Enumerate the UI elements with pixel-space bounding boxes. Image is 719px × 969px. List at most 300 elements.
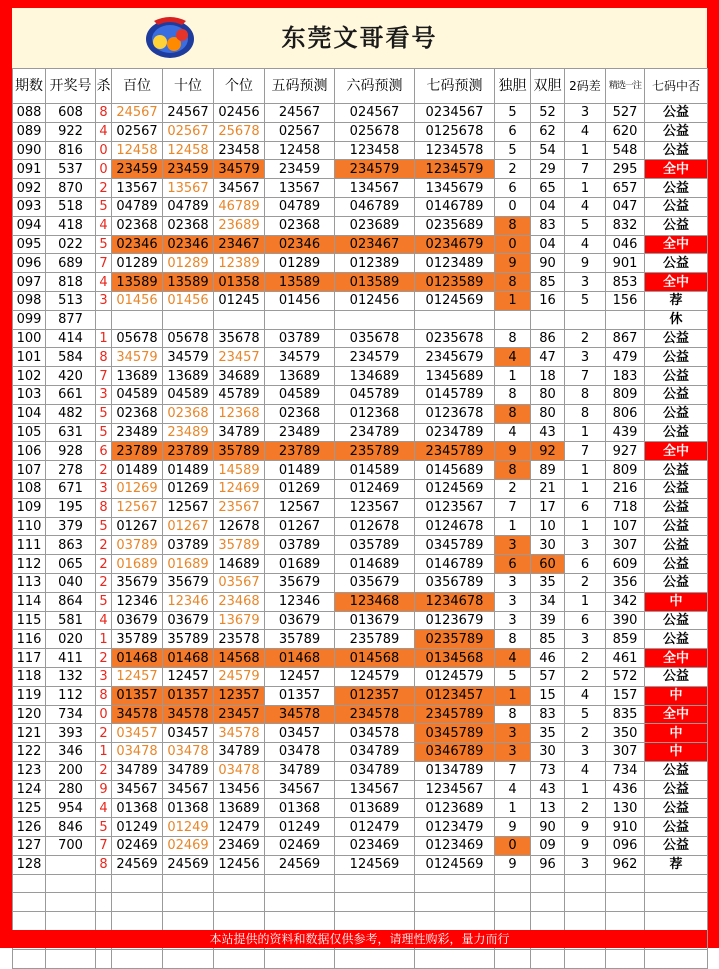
table-row: [13, 761, 708, 780]
cell-empty: [335, 949, 415, 968]
cell-col-7code: 0124569: [415, 479, 495, 498]
cell-col-issue: 122: [13, 743, 46, 762]
cell-col-units: 02456: [214, 104, 265, 123]
cell-col-6code: 234578: [335, 705, 415, 724]
cell-empty: [415, 912, 495, 931]
header-col-7code: 七码预测: [415, 69, 495, 104]
cell-col-7hit: 公益: [645, 348, 708, 367]
cell-col-issue: 106: [13, 442, 46, 461]
cell-col-5code: 12458: [265, 141, 335, 160]
cell-empty: [565, 912, 606, 931]
cell-col-issue: 104: [13, 404, 46, 423]
cell-col-5code: 12346: [265, 592, 335, 611]
cell-col-hundreds: 13689: [112, 367, 163, 386]
cell-col-hundreds: 12567: [112, 498, 163, 517]
cell-empty: [13, 874, 46, 893]
cell-col-issue: 127: [13, 837, 46, 856]
cell-col-hundreds: 04589: [112, 385, 163, 404]
cell-col-7code: 0134568: [415, 649, 495, 668]
cell-col-draw: 132: [46, 667, 96, 686]
cell-col-draw: 278: [46, 461, 96, 480]
cell-col-issue: 107: [13, 461, 46, 480]
header-col-hundreds: 百位: [112, 69, 163, 104]
cell-col-2diff: 4: [565, 761, 606, 780]
cell-col-units: 12389: [214, 254, 265, 273]
cell-col-2diff: 2: [565, 573, 606, 592]
cell-col-units: 23567: [214, 498, 265, 517]
cell-col-draw: 864: [46, 592, 96, 611]
cell-col-2diff: 6: [565, 555, 606, 574]
cell-col-units: 34578: [214, 724, 265, 743]
cell-col-2diff: 5: [565, 705, 606, 724]
cell-col-pick: 295: [606, 160, 645, 179]
cell-col-pick: 572: [606, 667, 645, 686]
cell-col-draw: 661: [46, 385, 96, 404]
cell-col-draw: 200: [46, 761, 96, 780]
cell-col-7code: 0146789: [415, 555, 495, 574]
cell-col-2diff: 1: [565, 461, 606, 480]
cell-col-pick: 835: [606, 705, 645, 724]
cell-col-kill: 5: [96, 818, 112, 837]
cell-col-5code: 03478: [265, 743, 335, 762]
cell-col-tens: 23789: [163, 442, 214, 461]
cell-col-hundreds: 35789: [112, 630, 163, 649]
cell-col-7hit: 公益: [645, 254, 708, 273]
cell-col-2diff: 9: [565, 818, 606, 837]
cell-col-7code: 0235789: [415, 630, 495, 649]
cell-col-5code: 03457: [265, 724, 335, 743]
cell-col-7hit: 公益: [645, 667, 708, 686]
cell-col-double: 83: [531, 216, 565, 235]
cell-col-double: 54: [531, 141, 565, 160]
cell-col-2diff: 3: [565, 855, 606, 874]
cell-col-hundreds: 03679: [112, 611, 163, 630]
cell-col-pick: 216: [606, 479, 645, 498]
cell-col-2diff: 4: [565, 122, 606, 141]
cell-col-draw: 482: [46, 404, 96, 423]
cell-col-issue: 090: [13, 141, 46, 160]
cell-col-pick: 157: [606, 686, 645, 705]
cell-col-double: 96: [531, 855, 565, 874]
cell-col-kill: 8: [96, 855, 112, 874]
cell-col-draw: 518: [46, 197, 96, 216]
cell-col-hundreds: 01368: [112, 799, 163, 818]
cell-col-tens: 04789: [163, 197, 214, 216]
cell-col-issue: 109: [13, 498, 46, 517]
table-row: [13, 536, 708, 555]
cell-col-5code: 12567: [265, 498, 335, 517]
cell-col-single: 8: [495, 216, 531, 235]
cell-empty: [13, 949, 46, 968]
cell-col-2diff: 7: [565, 160, 606, 179]
cell-col-kill: 3: [96, 667, 112, 686]
cell-col-hundreds: 01489: [112, 461, 163, 480]
cell-col-7code: 2345679: [415, 348, 495, 367]
cell-col-issue: 088: [13, 104, 46, 123]
table-row: [13, 235, 708, 254]
cell-col-2diff: 1: [565, 479, 606, 498]
cell-col-single: 4: [495, 780, 531, 799]
cell-col-draw: 022: [46, 235, 96, 254]
table-body: [13, 104, 708, 969]
cell-empty: [163, 874, 214, 893]
cell-col-single: 8: [495, 705, 531, 724]
cell-col-2diff: 2: [565, 649, 606, 668]
cell-empty: [415, 874, 495, 893]
cell-col-single: 5: [495, 141, 531, 160]
cell-col-double: 65: [531, 179, 565, 198]
cell-col-draw: 846: [46, 818, 96, 837]
cell-col-2diff: 7: [565, 367, 606, 386]
cell-col-double: 85: [531, 630, 565, 649]
cell-col-hundreds: 13589: [112, 273, 163, 292]
cell-col-single: 3: [495, 573, 531, 592]
cell-empty: [163, 949, 214, 968]
cell-col-tens: 02346: [163, 235, 214, 254]
cell-col-pick: 096: [606, 837, 645, 856]
cell-col-6code: 034578: [335, 724, 415, 743]
cell-col-double: 46: [531, 649, 565, 668]
cell-col-kill: 5: [96, 235, 112, 254]
cell-col-double: 80: [531, 385, 565, 404]
cell-col-double: 17: [531, 498, 565, 517]
cell-col-units: 34579: [214, 160, 265, 179]
cell-col-issue: 128: [13, 855, 46, 874]
header-col-7hit: 七码中否: [645, 69, 708, 104]
cell-col-5code: 12457: [265, 667, 335, 686]
cell-col-6code: 012469: [335, 479, 415, 498]
table-row: [13, 216, 708, 235]
cell-col-6code: 023467: [335, 235, 415, 254]
cell-col-draw: [46, 855, 96, 874]
cell-col-units: 14589: [214, 461, 265, 480]
cell-col-7hit: 公益: [645, 818, 708, 837]
cell-col-7code: 0123489: [415, 254, 495, 273]
cell-col-hundreds: 01689: [112, 555, 163, 574]
cell-col-6code: 013689: [335, 799, 415, 818]
header-col-6code: 六码预测: [335, 69, 415, 104]
cell-col-6code: 035679: [335, 573, 415, 592]
page-header: [12, 8, 707, 69]
cell-col-single: 8: [495, 630, 531, 649]
cell-col-pick: 183: [606, 367, 645, 386]
cell-col-issue: 125: [13, 799, 46, 818]
cell-col-units: 12456: [214, 855, 265, 874]
cell-col-single: 1: [495, 291, 531, 310]
cell-col-7code: 1234578: [415, 141, 495, 160]
table-row-empty: [13, 912, 708, 931]
cell-col-7hit: 公益: [645, 385, 708, 404]
cell-col-draw: 379: [46, 517, 96, 536]
cell-col-2diff: 2: [565, 667, 606, 686]
cell-col-7hit: 全中: [645, 160, 708, 179]
cell-col-draw: 393: [46, 724, 96, 743]
cell-col-draw: 863: [46, 536, 96, 555]
cell-col-5code: 23789: [265, 442, 335, 461]
cell-col-hundreds: 34578: [112, 705, 163, 724]
cell-col-pick: 809: [606, 461, 645, 480]
cell-col-double: 35: [531, 573, 565, 592]
cell-col-draw: 818: [46, 273, 96, 292]
cell-col-pick: 479: [606, 348, 645, 367]
cell-col-pick: 439: [606, 423, 645, 442]
cell-col-5code: 13589: [265, 273, 335, 292]
cell-col-7code: 0123567: [415, 498, 495, 517]
cell-col-kill: 7: [96, 837, 112, 856]
cell-col-hundreds: 23459: [112, 160, 163, 179]
cell-col-kill: 3: [96, 385, 112, 404]
cell-col-tens: 13589: [163, 273, 214, 292]
table-row: [13, 573, 708, 592]
cell-col-2diff: 2: [565, 724, 606, 743]
cell-col-draw: 734: [46, 705, 96, 724]
cell-col-kill: 5: [96, 404, 112, 423]
cell-col-7hit: 公益: [645, 367, 708, 386]
cell-col-draw: 040: [46, 573, 96, 592]
cell-col-7hit: 公益: [645, 630, 708, 649]
cell-col-units: 14689: [214, 555, 265, 574]
cell-col-kill: 1: [96, 329, 112, 348]
cell-col-double: 60: [531, 555, 565, 574]
cell-col-hundreds: 13567: [112, 179, 163, 198]
table-row: [13, 724, 708, 743]
cell-empty: [495, 949, 531, 968]
cell-col-7hit: 中: [645, 743, 708, 762]
cell-col-5code: 02346: [265, 235, 335, 254]
cell-empty: [415, 893, 495, 912]
cell-col-hundreds: 12457: [112, 667, 163, 686]
cell-empty: [96, 949, 112, 968]
cell-col-pick: 548: [606, 141, 645, 160]
cell-col-issue: 099: [13, 310, 46, 329]
prediction-table: [12, 68, 708, 969]
cell-col-units: 13456: [214, 780, 265, 799]
cell-col-6code: 134567: [335, 780, 415, 799]
cell-col-issue: 113: [13, 573, 46, 592]
cell-col-6code: 014568: [335, 649, 415, 668]
cell-col-pick: 390: [606, 611, 645, 630]
table-row: [13, 686, 708, 705]
cell-col-draw: 195: [46, 498, 96, 517]
cell-col-7code: 0234789: [415, 423, 495, 442]
cell-col-units: 35678: [214, 329, 265, 348]
cell-empty: [645, 874, 708, 893]
cell-col-kill: 2: [96, 724, 112, 743]
cell-col-2diff: 3: [565, 630, 606, 649]
cell-col-kill: 4: [96, 273, 112, 292]
cell-col-2diff: 6: [565, 498, 606, 517]
cell-col-5code: 34789: [265, 761, 335, 780]
table-row: [13, 479, 708, 498]
cell-col-2diff: 8: [565, 404, 606, 423]
cell-col-5code: 34567: [265, 780, 335, 799]
cell-col-5code: 02567: [265, 122, 335, 141]
cell-col-tens: 02368: [163, 216, 214, 235]
cell-col-kill: 3: [96, 479, 112, 498]
cell-col-units: 23458: [214, 141, 265, 160]
cell-col-single: 7: [495, 498, 531, 517]
cell-col-kill: 8: [96, 104, 112, 123]
cell-col-7hit: 公益: [645, 799, 708, 818]
header-col-draw: 开奖号: [46, 69, 96, 104]
cell-col-7hit: 中: [645, 686, 708, 705]
cell-col-kill: 7: [96, 367, 112, 386]
table-row: [13, 197, 708, 216]
cell-col-7hit: 公益: [645, 498, 708, 517]
cell-col-units: 03478: [214, 761, 265, 780]
cell-col-5code: 03789: [265, 536, 335, 555]
cell-empty: [606, 912, 645, 931]
cell-col-pick: 734: [606, 761, 645, 780]
cell-col-hundreds: 01456: [112, 291, 163, 310]
cell-col-tens: 13689: [163, 367, 214, 386]
cell-col-single: 1: [495, 799, 531, 818]
cell-col-issue: 119: [13, 686, 46, 705]
cell-col-7code: 1234678: [415, 592, 495, 611]
cell-col-draw: 631: [46, 423, 96, 442]
cell-col-7code: 0345789: [415, 724, 495, 743]
cell-col-kill: 2: [96, 179, 112, 198]
cell-col-issue: 114: [13, 592, 46, 611]
cell-col-2diff: 9: [565, 837, 606, 856]
cell-col-6code: 134567: [335, 179, 415, 198]
table-row: [13, 818, 708, 837]
cell-col-single: 4: [495, 649, 531, 668]
cell-col-single: 3: [495, 743, 531, 762]
cell-col-7code: 1345679: [415, 179, 495, 198]
table-row: [13, 141, 708, 160]
cell-col-2diff: 5: [565, 291, 606, 310]
table-row: [13, 555, 708, 574]
cell-col-issue: 105: [13, 423, 46, 442]
cell-empty: [265, 874, 335, 893]
cell-col-7code: 0345789: [415, 536, 495, 555]
cell-col-pick: 342: [606, 592, 645, 611]
cell-empty: [531, 949, 565, 968]
table-row: [13, 780, 708, 799]
cell-empty: [335, 874, 415, 893]
cell-empty: [112, 874, 163, 893]
cell-col-tens: 35789: [163, 630, 214, 649]
cell-col-draw: 346: [46, 743, 96, 762]
cell-col-6code: 024567: [335, 104, 415, 123]
cell-col-2diff: 1: [565, 423, 606, 442]
cell-col-units: 23469: [214, 837, 265, 856]
cell-col-hundreds: 24569: [112, 855, 163, 874]
cell-col-issue: 094: [13, 216, 46, 235]
cell-col-7hit: 休: [645, 310, 708, 329]
cell-col-double: 90: [531, 818, 565, 837]
cell-empty: [214, 949, 265, 968]
cell-col-double: 86: [531, 329, 565, 348]
cell-col-double: 89: [531, 461, 565, 480]
cell-col-tens: 03679: [163, 611, 214, 630]
table-row: [13, 461, 708, 480]
cell-col-tens: 12567: [163, 498, 214, 517]
cell-col-issue: 110: [13, 517, 46, 536]
cell-col-single: 6: [495, 179, 531, 198]
cell-col-7hit: 公益: [645, 141, 708, 160]
cell-col-draw: 922: [46, 122, 96, 141]
cell-col-pick: 107: [606, 517, 645, 536]
cell-col-7code: 0145789: [415, 385, 495, 404]
cell-empty: [495, 912, 531, 931]
cell-empty: [531, 893, 565, 912]
cell-col-5code: 35789: [265, 630, 335, 649]
cell-col-kill: 7: [96, 254, 112, 273]
cell-col-kill: 8: [96, 686, 112, 705]
table-row: [13, 291, 708, 310]
cell-col-draw: 420: [46, 367, 96, 386]
cell-col-double: 34: [531, 592, 565, 611]
cell-col-units: 12357: [214, 686, 265, 705]
cell-col-single: 8: [495, 273, 531, 292]
cell-col-pick: 867: [606, 329, 645, 348]
cell-col-double: 39: [531, 611, 565, 630]
cell-col-pick: 356: [606, 573, 645, 592]
cell-col-issue: 126: [13, 818, 46, 837]
cell-col-tens: 01269: [163, 479, 214, 498]
cell-col-pick: 436: [606, 780, 645, 799]
table-row: [13, 799, 708, 818]
cell-col-7hit: 公益: [645, 179, 708, 198]
table-row: [13, 367, 708, 386]
cell-col-draw: 608: [46, 104, 96, 123]
cell-col-2diff: 3: [565, 743, 606, 762]
table-row-empty: [13, 949, 708, 968]
cell-col-double: 62: [531, 122, 565, 141]
cell-col-units: 45789: [214, 385, 265, 404]
cell-col-issue: 118: [13, 667, 46, 686]
cell-col-issue: 103: [13, 385, 46, 404]
cell-empty: [214, 893, 265, 912]
cell-col-tens: 03478: [163, 743, 214, 762]
cell-col-kill: 2: [96, 649, 112, 668]
cell-col-6code: 045789: [335, 385, 415, 404]
cell-col-double: 29: [531, 160, 565, 179]
cell-col-double: 13: [531, 799, 565, 818]
cell-empty: [415, 949, 495, 968]
cell-col-kill: 5: [96, 423, 112, 442]
cell-col-draw: 816: [46, 141, 96, 160]
cell-col-units: 23467: [214, 235, 265, 254]
cell-empty: [13, 893, 46, 912]
cell-col-kill: 5: [96, 197, 112, 216]
cell-col-7hit: 全中: [645, 442, 708, 461]
cell-col-7code: 2345789: [415, 442, 495, 461]
cell-empty: [112, 893, 163, 912]
cell-col-draw: 700: [46, 837, 96, 856]
3d-lottery-logo-icon: [144, 15, 196, 61]
header-col-issue: 期数: [13, 69, 46, 104]
cell-col-pick: 350: [606, 724, 645, 743]
cell-col-hundreds: 04789: [112, 197, 163, 216]
cell-col-7hit: 公益: [645, 536, 708, 555]
cell-empty: [46, 949, 96, 968]
cell-col-single: 3: [495, 611, 531, 630]
cell-col-kill: 4: [96, 611, 112, 630]
cell-col-2diff: 1: [565, 141, 606, 160]
header-col-double: 双胆: [531, 69, 565, 104]
cell-col-double: 73: [531, 761, 565, 780]
cell-col-tens: 34579: [163, 348, 214, 367]
cell-col-kill: 2: [96, 761, 112, 780]
cell-col-issue: 097: [13, 273, 46, 292]
cell-col-double: [531, 310, 565, 329]
cell-col-tens: 01249: [163, 818, 214, 837]
cell-col-pick: 927: [606, 442, 645, 461]
table-row: [13, 667, 708, 686]
